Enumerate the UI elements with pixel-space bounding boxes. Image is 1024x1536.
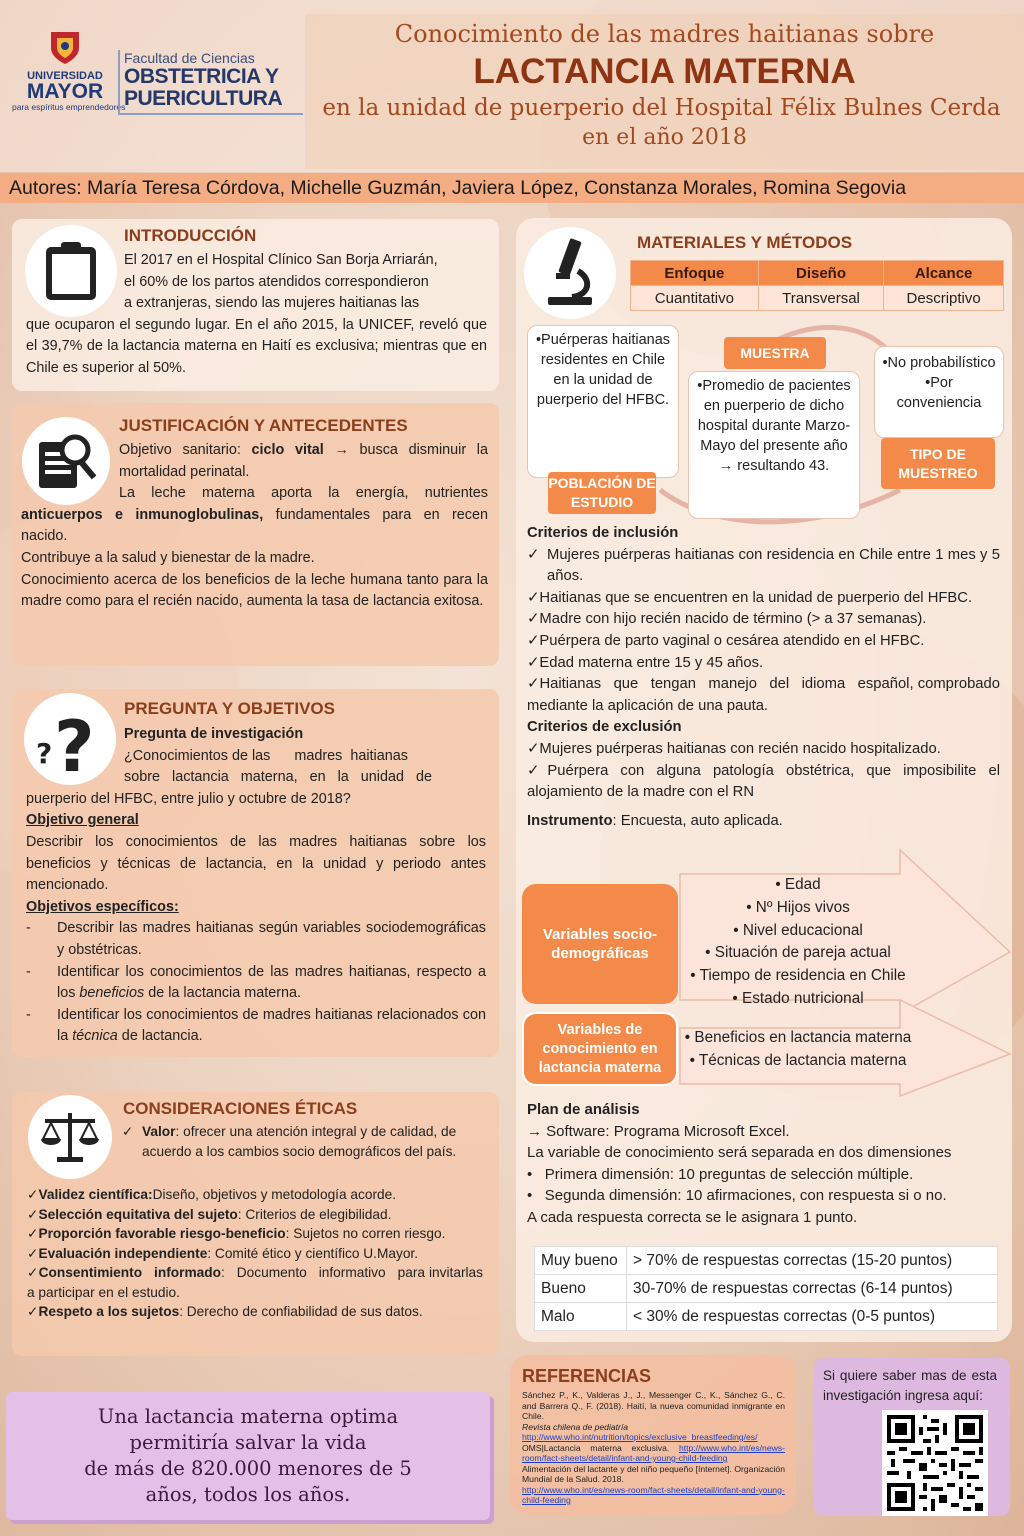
reference-link[interactable]: http://www.who.int/nutrition/topics/exclusive_breastfeeding/es/ (522, 1432, 758, 1442)
inclusion-title: Criterios de inclusión (527, 525, 679, 541)
university-line2: MAYOR (26, 80, 104, 103)
referencias-heading: REFERENCIAS (522, 1366, 652, 1386)
qr-text: Si quiere saber mas de esta investigación ingresa aquí: (823, 1368, 997, 1403)
justificacion-l1c: → busca disminuir la mortalidad perinatal. (119, 442, 489, 480)
materiales-heading: MATERIALES Y MÉTODOS (637, 233, 853, 252)
plan-line: • Primera dimensión: 10 preguntas de selección múltiple. (527, 1165, 914, 1183)
var-socio-label: Variables socio-demográficas (522, 884, 678, 1004)
justificacion-l2a: La leche materna aporta la energía, nutrientes (119, 485, 488, 502)
plan-line: La variable de conocimiento será separada en dos dimensiones (527, 1144, 952, 1162)
intro-text (26, 250, 487, 380)
var-conocimiento-label: Variables de conocimiento en lactancia materna (522, 1012, 678, 1086)
design-table (630, 260, 1004, 311)
pregunta-q3: puerperio del HFBC, entre julio y octubre de 2018? (26, 790, 351, 807)
intro-line4: que ocuparon el segundo lugar. En el año 2015, la UNICEF, reveló que el 39,7% de la lactancia materna en Haití es exclusiva; mientras que en Chile es superior al 50%. (26, 316, 487, 376)
eticas-item: ✓Evaluación independiente: Comité ético y científico U.Mayor. (27, 1245, 419, 1261)
title-main: LACTANCIA MATERNA (473, 52, 856, 91)
intro-line2: el 60% de los partos atendidos correspondieron (124, 273, 429, 290)
eticas-item: ✓Respeto a los sujetos: Derecho de confiabilidad de sus datos. (27, 1304, 423, 1319)
pregunta-text: Pregunta de investigación ¿Conocimientos de las madres haitianas sobre lactancia materna, en la unidad de puerperio del HFBC, entre julio y octubre de 2018? Objetivo general Describir los conocimientos de las madres haitianas sobre los beneficios y técnicas de lactancia, en la unidad y periodo antes mencionado. Objetivos específicos: - Describir las madres haitianas según variables sociodemográficas y obstétricas. - Identificar los conocimientos de las madres haitianas, respecto a los beneficios de la lactancia materna. - Identificar los conocimientos de madres haitianas relacionados con la técnica de lactancia. (26, 724, 486, 1048)
pregunta-sub: Pregunta de investigación (124, 726, 304, 742)
title-line4: en el año 2018 (582, 125, 747, 150)
eticas-item: ✓Validez científica:Diseño, objetivos y metodología acorde. (27, 1187, 397, 1202)
check-icon: ✓ (527, 546, 540, 563)
justificacion-heading: JUSTIFICACIÓN Y ANTECEDENTES (119, 416, 408, 435)
var-socio-item: • Nivel educacional (733, 921, 863, 939)
table-row: Muy bueno > 70% de respuestas correctas (15-20 puntos) (535, 1247, 998, 1275)
banner-line1: Una lactancia materna optima (97, 1405, 399, 1428)
qr-code[interactable] (882, 1410, 988, 1516)
tipo-text-2: •Por conveniencia (896, 375, 982, 411)
objetivo-especifico-2: Identificar los conocimientos de las madres haitianas, respecto a los beneficios de la lactancia materna. (57, 963, 486, 1002)
exclusion-item: ✓Mujeres puérperas haitianas con recién nacido hospitalizado. (527, 740, 941, 757)
justificacion-l2b: anticuerpos e inmunoglobulinas, (21, 506, 264, 523)
var-socio-item: • Situación de pareja actual (705, 944, 891, 962)
justificacion-l3: Contribuye a la salud y bienestar de la madre. (21, 549, 315, 566)
university-tagline: para espíritus emprendedores (12, 102, 126, 112)
plan-title: Plan de análisis (527, 1101, 640, 1118)
muestra-label: MUESTRA (724, 337, 826, 369)
poblacion-box: •Puérperas haitianas residentes en Chile en la unidad de puerperio del HFBC. (527, 325, 679, 478)
shield-icon (49, 30, 81, 66)
materiales-icon-circle (524, 227, 616, 319)
title-line3: en la unidad de puerperio del Hospital Félix Bulnes Cerda (322, 95, 1001, 121)
faculty-line3: PUERICULTURA (124, 87, 283, 110)
plan-line: A cada respuesta correcta se le asignara 1 punto. (527, 1208, 858, 1226)
reference-link[interactable]: http://www.who.int/es/news-room/fact-sheets/detail/infant-and-young-child-feeding (522, 1442, 785, 1463)
poblacion-label: POBLACIÓN DE ESTUDIO (548, 472, 656, 514)
check-icon: ✓ (122, 1124, 134, 1139)
intro-heading: INTRODUCCIÓN (124, 226, 257, 245)
faculty-line2: OBSTETRICIA Y (124, 65, 279, 88)
objetivo-general-title: Objetivo general (26, 812, 139, 829)
var-socio-item: • Estado nutricional (732, 989, 864, 1007)
authors-bar: Autores: María Teresa Córdova, Michelle Guzmán, Javiera López, Constanza Morales, Romina Segovia (0, 173, 1024, 203)
reference-link[interactable]: http://www.who.int/es/news-room/fact-sheets/detail/infant-and-young-child-feeding (522, 1484, 785, 1505)
design-header-diseno: Diseño (758, 261, 884, 286)
criterios (527, 523, 1005, 832)
var-conocimiento-items (680, 1027, 916, 1073)
intro-line3: a extranjeras, siendo las mujeres haitianas las (124, 295, 420, 312)
tipo-label: TIPO DE MUESTREO (881, 438, 995, 489)
plan-analisis (527, 1099, 1000, 1229)
design-value-diseno: Transversal (758, 286, 884, 311)
title-block (305, 14, 1024, 169)
eticas-icon-circle (28, 1095, 112, 1179)
table-row: Malo < 30% de respuestas correctas (0-5 puntos) (535, 1303, 998, 1331)
title-line1: Conocimiento de las madres haitianas sobre (394, 20, 935, 48)
justificacion-l1a: Objetivo sanitario: (119, 442, 252, 458)
svg-text:?: ? (54, 706, 95, 779)
inclusion-item: ✓Madre con hijo recién nacido de término (> a 37 semanas). (527, 611, 927, 628)
objetivo-especifico-1: Describir las madres haitianas según variables sociodemográficas y obstétricas. (57, 920, 486, 958)
design-header-enfoque: Enfoque (631, 261, 759, 286)
objetivos-especificos-title: Objetivos específicos: (26, 898, 179, 915)
eticas-item: ✓Proporción favorable riesgo-beneficio: Sujetos no corren riesgo. (27, 1226, 446, 1241)
evaluation-table (534, 1246, 998, 1331)
design-value-alcance: Descriptivo (884, 286, 1004, 311)
eticas-list (27, 1185, 487, 1322)
var-socio-item: • Nº Hijos vivos (746, 898, 850, 916)
objetivo-especifico-3: Identificar los conocimientos de madres haitianas relacionados con la técnica de lactancia. (57, 1006, 486, 1045)
university-line1: UNIVERSIDAD (27, 70, 103, 82)
justificacion-l1b: ciclo vital (251, 442, 324, 458)
var-socio-item: • Edad (775, 876, 821, 893)
inclusion-item: Mujeres puérperas haitianas con residencia en Chile entre 1 mes y 5 años. (547, 546, 1000, 585)
var-socio-items (680, 874, 916, 1011)
plan-line: → Software: Programa Microsoft Excel. (527, 1122, 790, 1140)
table-row: Bueno 30-70% de respuestas correctas (6-14 puntos) (535, 1275, 998, 1303)
banner-line4: años, todos los años. (145, 1483, 351, 1506)
highlight-banner (6, 1392, 490, 1520)
eticas-item: ✓Consentimiento informado: Documento informativo para invitarlas a participar en el estudio. (27, 1265, 487, 1300)
header (0, 0, 1024, 172)
inclusion-item: ✓Puérpera de parto vaginal o cesárea atendido en el HFBC. (527, 632, 925, 649)
plan-line: • Segunda dimensión: 10 afirmaciones, con respuesta si o no. (527, 1187, 947, 1205)
var-conocimiento-item: • Técnicas de lactancia materna (689, 1051, 907, 1069)
tipo-box (874, 346, 1004, 438)
exclusion-title: Criterios de exclusión (527, 719, 682, 736)
muestra-box: •Promedio de pacientes en puerperio de dicho hospital durante Marzo-Mayo del presente año → resultando 43. (688, 371, 860, 519)
banner-line2: permitiría salvar la vida (129, 1431, 367, 1454)
inclusion-item: ✓Edad materna entre 15 y 45 años. (527, 654, 764, 671)
eticas-heading: CONSIDERACIONES ÉTICAS (123, 1099, 358, 1118)
objetivo-general-text: Describir los conocimientos de las madres haitianas sobre los beneficios y técnicas de lactancia, en la unidad y periodo antes mencionado. (26, 833, 486, 894)
inclusion-item: ✓Haitianas que tengan manejo del idioma español, comprobado mediante la aplicación de una pauta. (527, 676, 1005, 714)
justificacion-l2c: fundamentales para en recen nacido. (21, 506, 488, 545)
eticas-item: ✓Selección equitativa del sujeto: Criterios de elegibilidad. (27, 1206, 392, 1222)
university-logo (12, 30, 126, 120)
faculty-line1: Facultad de Ciencias (124, 50, 255, 66)
scales-icon (39, 1109, 101, 1165)
tipo-text-1: •No probabilístico (882, 355, 996, 371)
var-socio-item: • Tiempo de residencia en Chile (690, 967, 906, 985)
exclusion-item: ✓Puérpera con alguna patología obstétrica, que imposibilite el alojamiento de la madre con el RN (527, 762, 1000, 801)
faculty-logo (118, 50, 303, 115)
qr-code-icon (887, 1415, 983, 1511)
referencias-text: Sánchez P., K., Valderas J., J., Messenger C., K., Sánchez G., C. and Barrera Q., F. (2018). Haití, la nueva comunidad inmigrante en Chile. Revista chilena de pediatría http://www.who.int/nutrition/topics/exclusive_breastfeeding/es/ OMS|Lactancia materna exclusiva. http://www.who.int/es/news-room/fact-sheets/detail/infant-and-young-child-feeding Alimentación del lactante y del niño pequeño [Internet]. Organización Mundial de la Salud. 2018. http://www.who.int/es/news-room/fact-sheets/detail/infant-and-young-child-feeding (522, 1390, 785, 1505)
eticas-valor: ✓ Valor: ofrecer una atención integral y de calidad, de acuerdo a los cambios socio demográficos del país. (122, 1122, 474, 1161)
pregunta-heading: PREGUNTA Y OBJETIVOS (124, 699, 335, 718)
justificacion-text (21, 440, 488, 613)
design-header-alcance: Alcance (884, 261, 1004, 286)
design-value-enfoque: Cuantitativo (631, 286, 759, 311)
instrumento: Instrumento: Encuesta, auto aplicada. (527, 812, 783, 829)
intro-line1: El 2017 en el Hospital Clínico San Borja Arriarán, (124, 252, 438, 268)
inclusion-item: ✓Haitianas que se encuentren en la unidad de puerperio del HFBC. (527, 589, 973, 606)
justificacion-l4: Conocimiento acerca de los beneficios de la leche humana tanto para la madre como para el recién nacido, aumenta la tasa de lactancia exitosa. (21, 571, 488, 610)
microscope-icon (542, 237, 598, 309)
pregunta-q2: sobre lactancia materna, en la unidad de (124, 769, 432, 786)
banner-line3: de más de 820.000 menores de 5 (84, 1457, 412, 1480)
pregunta-q1: ¿Conocimientos de las madres haitianas (124, 747, 408, 764)
svg-text:?: ? (36, 737, 53, 770)
var-conocimiento-item: • Beneficios en lactancia materna (684, 1029, 912, 1046)
